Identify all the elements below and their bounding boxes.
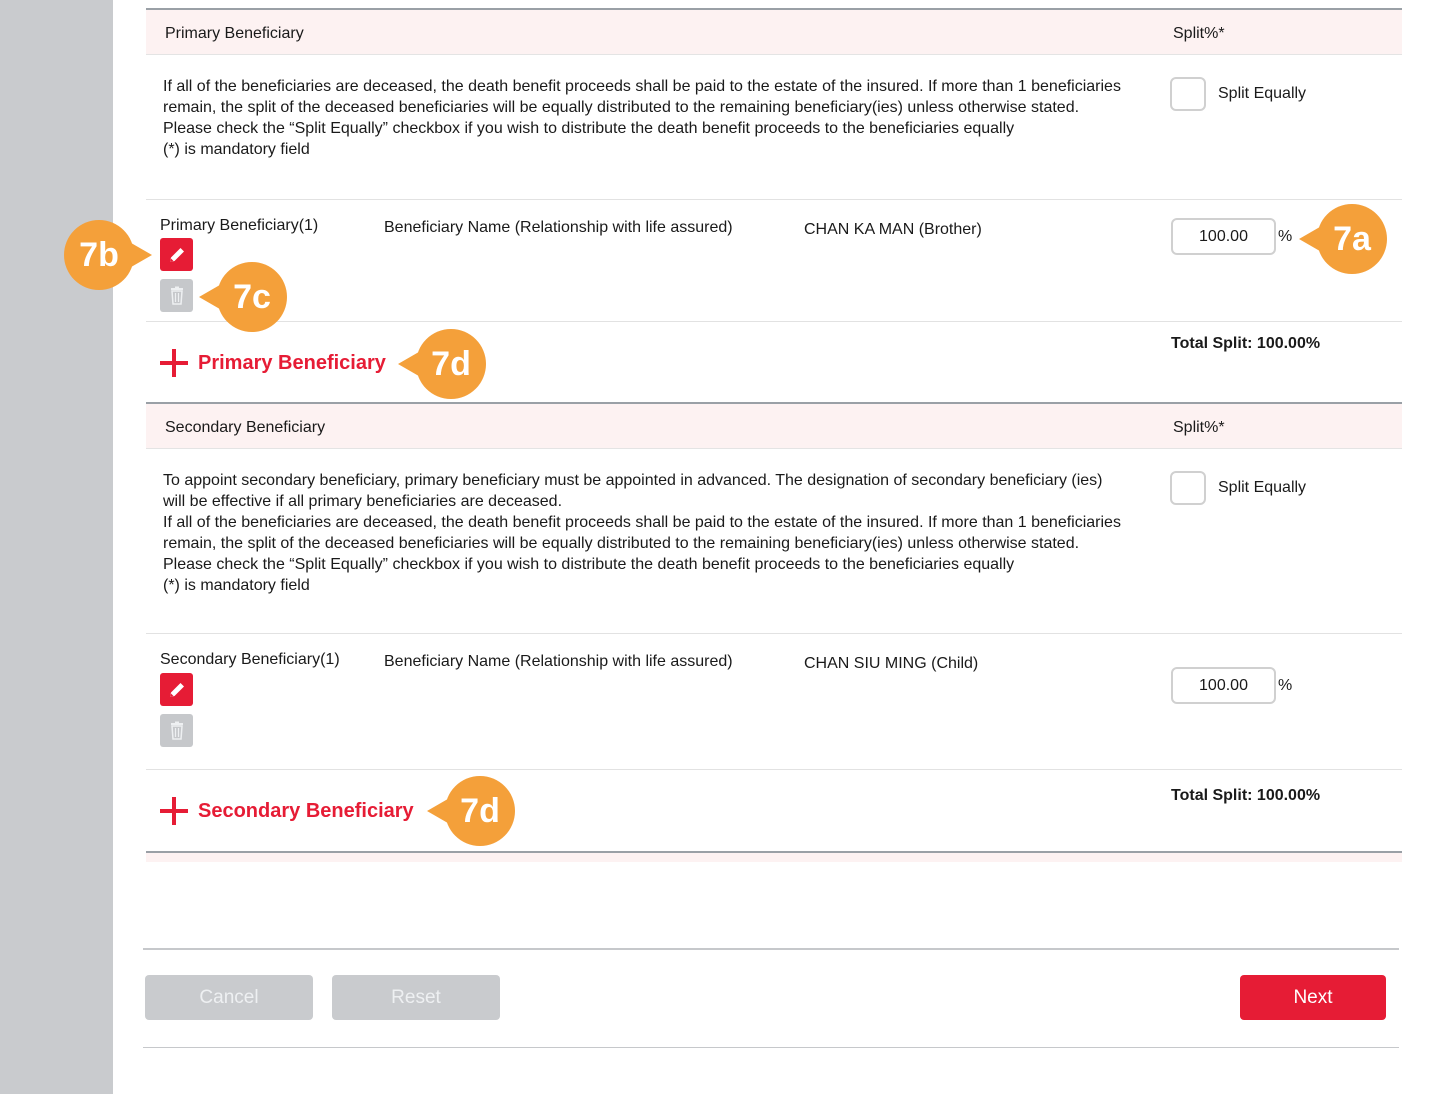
- cancel-button[interactable]: Cancel: [145, 975, 313, 1020]
- primary-delete-button[interactable]: [160, 279, 193, 312]
- primary-notice-line: (*) is mandatory field: [163, 141, 310, 158]
- primary-percent-sign: %: [1278, 228, 1293, 245]
- add-secondary-beneficiary-label: Secondary Beneficiary: [198, 799, 414, 822]
- primary-section-title: Primary Beneficiary: [165, 25, 304, 42]
- callout-7d-secondary: [427, 776, 515, 846]
- divider: [146, 769, 1402, 770]
- section-footer-band: [146, 851, 1402, 862]
- secondary-row-label: Secondary Beneficiary(1): [160, 651, 340, 668]
- primary-split-equally-checkbox[interactable]: [1170, 77, 1206, 111]
- primary-notice: [163, 76, 1123, 160]
- primary-split-input[interactable]: 100.00: [1171, 218, 1276, 255]
- secondary-section-header: [146, 402, 1402, 449]
- primary-split-equally[interactable]: [1170, 77, 1306, 111]
- callout-7d-primary: [398, 329, 486, 399]
- divider: [146, 199, 1402, 200]
- secondary-edit-button[interactable]: [160, 673, 193, 706]
- secondary-split-input[interactable]: 100.00: [1171, 667, 1276, 704]
- secondary-name-header: Beneficiary Name (Relationship with life assured): [384, 653, 733, 670]
- secondary-name-value: CHAN SIU MING (Child): [804, 655, 979, 672]
- primary-row-label: Primary Beneficiary(1): [160, 217, 319, 234]
- add-secondary-beneficiary-link[interactable]: [160, 797, 414, 825]
- primary-edit-button[interactable]: [160, 238, 193, 271]
- callout-7c: [199, 262, 287, 332]
- add-primary-beneficiary-link[interactable]: [160, 349, 386, 377]
- callout-badge: 7d: [416, 329, 486, 399]
- primary-name-value: CHAN KA MAN (Brother): [804, 221, 982, 238]
- pencil-icon: [167, 245, 187, 265]
- primary-name-header: Beneficiary Name (Relationship with life assured): [384, 219, 733, 236]
- trash-icon: [168, 721, 186, 741]
- callout-pointer: [126, 240, 152, 270]
- secondary-split-equally-checkbox[interactable]: [1170, 471, 1206, 505]
- next-button[interactable]: Next: [1240, 975, 1386, 1020]
- callout-badge: 7a: [1317, 204, 1387, 274]
- primary-notice-line: If all of the beneficiaries are deceased, the death benefit proceeds shall be paid to the estate of the insured. If more than 1 beneficiaries remain, the split of the deceased beneficiaries will be equally distributed to the remaining beneficiary(ies) unless otherwise stated.: [163, 78, 1121, 116]
- primary-total-split: Total Split: 100.00%: [1171, 335, 1321, 352]
- footer-top-rule: [143, 948, 1399, 950]
- secondary-split-equally-label: Split Equally: [1218, 479, 1307, 496]
- trash-icon: [168, 286, 186, 306]
- footer-bottom-rule: [143, 1047, 1399, 1048]
- secondary-percent-sign: %: [1278, 677, 1293, 694]
- divider: [146, 321, 1402, 322]
- primary-split-equally-label: Split Equally: [1218, 85, 1307, 102]
- pencil-icon: [167, 680, 187, 700]
- callout-7b: [64, 220, 152, 290]
- callout-7a: [1299, 204, 1387, 274]
- reset-button[interactable]: Reset: [332, 975, 500, 1020]
- callout-badge: 7d: [445, 776, 515, 846]
- secondary-delete-button[interactable]: [160, 714, 193, 747]
- primary-section-header: [146, 8, 1402, 55]
- secondary-section-title: Secondary Beneficiary: [165, 419, 326, 436]
- callout-badge: 7b: [64, 220, 134, 290]
- secondary-notice-line: To appoint secondary beneficiary, primary beneficiary must be appointed in advanced. The designation of secondary beneficiary (ies) will be effective if all primary beneficiaries are deceased.: [163, 472, 1103, 510]
- primary-notice-line: Please check the “Split Equally” checkbox if you wish to distribute the death benefit proceeds to the beneficiaries equally: [163, 120, 1015, 137]
- plus-icon: [160, 349, 188, 377]
- secondary-notice: [163, 470, 1123, 596]
- plus-icon: [160, 797, 188, 825]
- secondary-total-split: Total Split: 100.00%: [1171, 787, 1321, 804]
- callout-badge: 7c: [217, 262, 287, 332]
- divider: [146, 633, 1402, 634]
- secondary-notice-line: (*) is mandatory field: [163, 577, 310, 594]
- secondary-notice-line: Please check the “Split Equally” checkbox if you wish to distribute the death benefit proceeds to the beneficiaries equally: [163, 556, 1015, 573]
- secondary-split-header: Split%*: [1173, 419, 1225, 436]
- secondary-notice-line: If all of the beneficiaries are deceased, the death benefit proceeds shall be paid to the estate of the insured. If more than 1 beneficiaries remain, the split of the deceased beneficiaries will be equally distributed to the remaining beneficiary(ies) unless otherwise stated.: [163, 514, 1121, 552]
- primary-split-header: Split%*: [1173, 25, 1225, 42]
- add-primary-beneficiary-label: Primary Beneficiary: [198, 351, 386, 374]
- left-sidebar: [0, 0, 113, 1094]
- secondary-split-equally[interactable]: [1170, 471, 1306, 505]
